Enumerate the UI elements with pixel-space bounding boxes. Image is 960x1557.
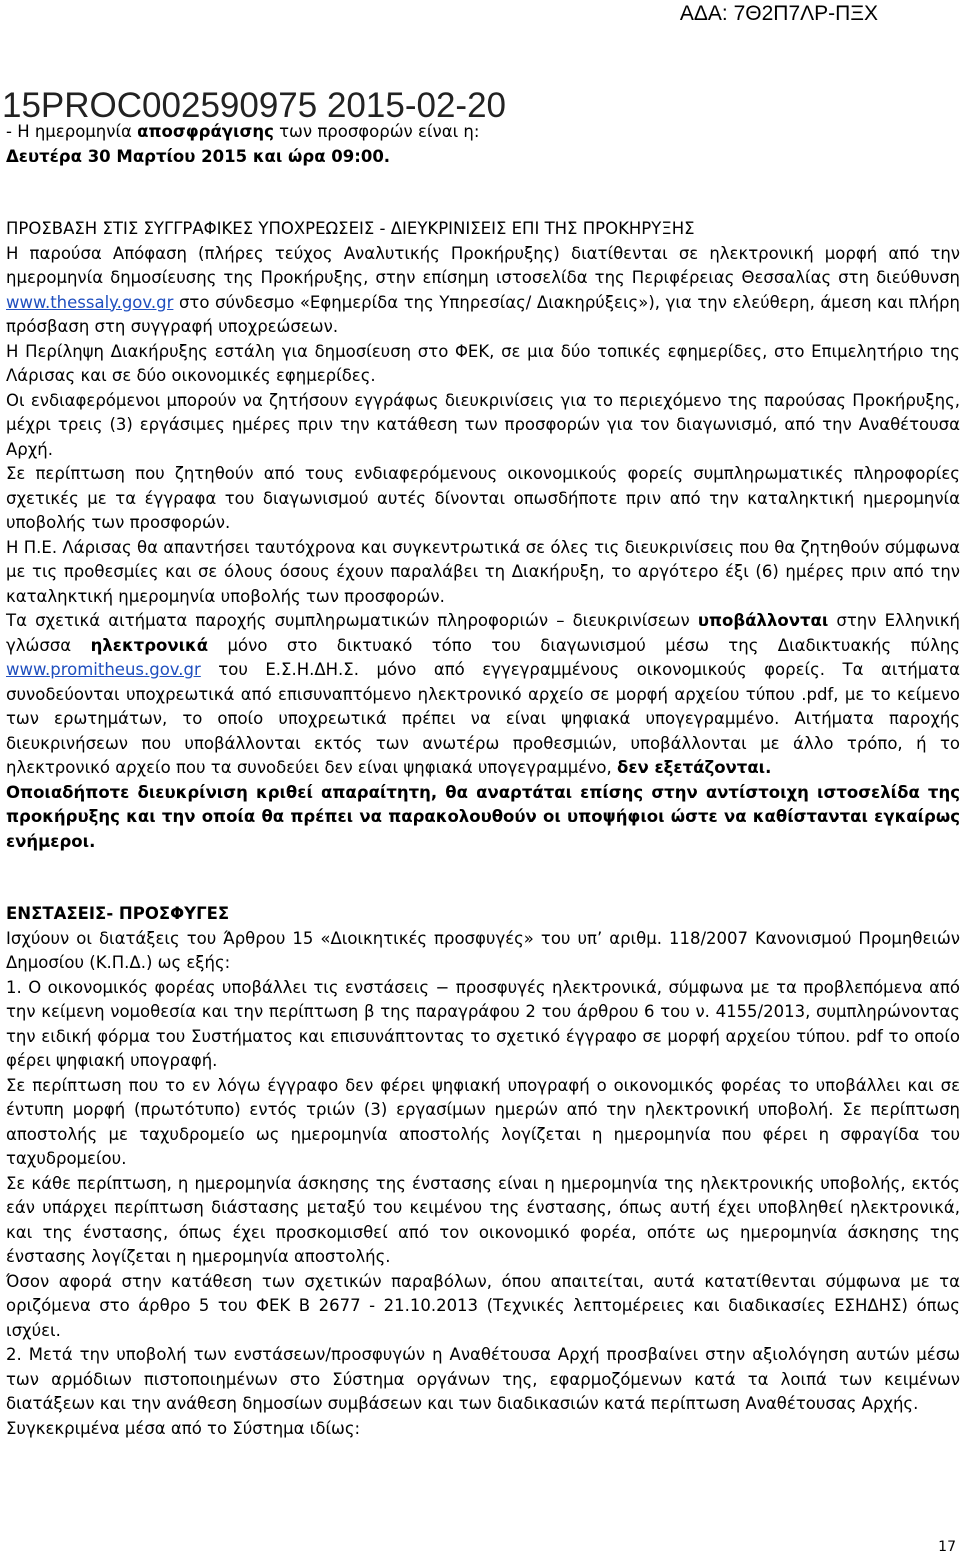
ada-code: ΑΔΑ: 7Θ2Π7ΛΡ-ΠΞΧ — [679, 2, 878, 25]
objections-paragraph-5: Όσον αφορά στην κατάθεση των σχετικών παραβόλων, όπου απαιτείται, αυτά κατατίθενται σύμφωνα με τα οριζόμενα στο άρθρο 5 του ΦΕΚ Β 2677 - 21.10.2013 (Τεχνικές λεπτομέρειες και διαδικασίες ΕΣΗΔΗΣ) όπως ισχύει. — [6, 1271, 960, 1340]
access-paragraph-2: Η Περίληψη Διακήρυξης εστάλη για δημοσίευση στο ΦΕΚ, σε μια δύο τοπικές εφημερίδες, στο Επιμελητήριο της Λάρισας και σε δύο οικονομικές εφημερίδες. — [6, 341, 960, 385]
objections-paragraph-2: 1. Ο οικονομικός φορέας υποβάλλει τις ενστάσεις − προσφυγές ηλεκτρονικά, σύμφωνα με τα προβλεπόμενα από την κείμενη νομοθεσία και την περίπτωση β της παραγράφου 2 του άρθρου 6 του ν. 4155/2013, συμπληρώνοντας την ειδική φόρμα του Συστήματος και επισυνάπτοντας το σχετικό έγγραφο σε μορφή αρχείου τύπου. pdf το οποίο φέρει ψηφιακή υπογραφή. — [6, 977, 960, 1070]
access-p1-text: Η παρούσα Απόφαση (πλήρες τεύχος Αναλυτικής Προκήρυξης) διατίθενται σε ηλεκτρονική μορφή από την ημερομηνία δημοσίευσης της Προκήρυξης, στην επίσημη ιστοσελίδα της Περιφέρειας Θεσσαλίας στη διεύθυνση — [6, 243, 960, 287]
objections-paragraph-3: Σε περίπτωση που το εν λόγω έγγραφο δεν φέρει ψηφιακή υπογραφή ο οικονομικός φορέας το υποβάλλει και σε έντυπη μορφή (πρωτότυπο) εντός τριών (3) εργασίμων ημερών από την ηλεκτρονική υποβολή. Σε περίπτωση αποστολής με ταχυδρομείο ως ημερομηνία αποστολής λογίζεται η ημερομηνία που φέρει η σφραγίδα του ταχυδρομείου. — [6, 1075, 960, 1168]
access-paragraph-1 — [6, 242, 960, 340]
access-p6-b: υποβάλλονται — [697, 611, 829, 630]
opening-date-value: Δευτέρα 30 Μαρτίου 2015 και ώρα 09:00. — [6, 146, 391, 166]
page-number: 17 — [938, 1539, 956, 1555]
promitheus-link[interactable]: www.promitheus.gov.gr — [6, 660, 201, 679]
document-body — [6, 120, 960, 1441]
access-paragraph-3: Οι ενδιαφερόμενοι μπορούν να ζητήσουν εγγράφως διευκρινίσεις για το περιεχόμενο της παρούσας Προκήρυξης, μέχρι τρεις (3) εργάσιμες ημέρες πριν την κατάθεση των προσφορών για τον διαγωνισμό, από την Αναθέτουσα Αρχή. — [6, 390, 960, 459]
access-p6-g: δεν εξετάζονται. — [616, 758, 772, 777]
access-paragraph-4: Σε περίπτωση που ζητηθούν από τους ενδιαφερόμενους οικονομικούς φορείς συμπληρωματικές πληροφορίες σχετικές με τα έγγραφα του διαγωνισμού αυτές δίνονται οπωσδήποτε πριν από την καταληκτική ημερομηνία υποβολής των προσφορών. — [6, 464, 960, 532]
objections-paragraph-7: Συγκεκριμένα μέσα από το Σύστημα ιδίως: — [6, 1418, 361, 1438]
thessaly-link[interactable]: www.thessaly.gov.gr — [6, 292, 174, 312]
access-p6-c: στην Ελληνική γλώσσα — [6, 611, 960, 655]
access-heading: ΠΡΟΣΒΑΣΗ ΣΤΙΣ ΣΥΓΓΡΑΦΙΚΕΣ ΥΠΟΧΡΕΩΣΕΙΣ - ΔΙΕΥΚΡΙΝΙΣΕΙΣ ΕΠΙ ΤΗΣ ΠΡΟΚΗΡΥΞΗΣ — [6, 219, 695, 238]
opening-date-text: - Η ημερομηνία — [6, 122, 138, 141]
objections-paragraph-4: Σε κάθε περίπτωση, η ημερομηνία άσκησης της ένστασης είναι η ημερομηνία της ηλεκτρονικής υποβολής, εκτός εάν υπάρχει περίπτωση διάστασης μεταξύ του κειμένου της ένστασης, όπως αυτή έχει υποβληθεί ηλεκτρονικά, και της ένστασης, όπως έχει προσκομισθεί από τον οικονομικό φορέα, οπότε ως ημερομηνία άσκησης της ένστασης λογίζεται η ημερομηνία αποστολής. — [6, 1173, 960, 1266]
access-p6-e: μόνο στο δικτυακό τόπο του διαγωνισμού μέσω της Διαδικτυακής πύλης — [208, 635, 960, 655]
access-paragraph-6 — [6, 609, 960, 781]
access-p6-f: του Ε.Σ.Η.ΔΗ.Σ. μόνο από εγγεγραμμένους οικονομικούς φορείς. Τα αιτήματα συνοδεύονται υποχρεωτικά από επισυναπτόμενο ηλεκτρονικό αρχείο σε μορφή αρχείου τύπου .pdf, με το κείμενο των ερωτημάτων, το οποίο υποχρεωτικά πρέπει να είναι ψηφιακά υπογεγραμμένο. Αιτήματα παροχής διευκρινήσεων που υποβάλλονται εκτός των ανωτέρω προθεσμιών, υποβάλλονται με άλλο τρόπο, ή το ηλεκτρονικό αρχείο που τα συνοδεύει δεν είναι ψηφιακά υπογεγραμμένο, — [6, 660, 960, 777]
opening-date-bold: αποσφράγισης — [137, 122, 274, 141]
objections-heading: ΕΝΣΤΑΣΕΙΣ- ΠΡΟΣΦΥΓΕΣ — [6, 904, 230, 923]
access-p1-text-end: στο σύνδεσμο «Εφημερίδα της Υπηρεσίας/ Διακηρύξεις»), για την ελεύθερη, άμεση και πλήρη πρόσβαση στη συγγραφή υποχρεώσεων. — [6, 292, 960, 336]
opening-date-text-end: των προσφορών είναι η: — [273, 122, 480, 141]
objections-paragraph-1: Ισχύουν οι διατάξεις του Άρθρου 15 «Διοικητικές προσφυγές» του υπ’ αριθμ. 118/2007 Κανονισμού Προμηθειών Δημοσίου (Κ.Π.Δ.) ως εξής: — [6, 928, 960, 972]
access-paragraph-5: Η Π.Ε. Λάρισας θα απαντήσει ταυτόχρονα και συγκεντρωτικά σε όλες τις διευκρινίσεις που θα ζητηθούν σύμφωνα με τις προθεσμίες και σε όλους όσους έχουν παραλάβει τη Διακήρυξη, το αργότερο έξι (6) ημέρες πριν από την καταληκτική ημερομηνία υποβολής των προσφορών. — [6, 537, 960, 606]
objections-paragraph-6: 2. Μετά την υποβολή των ενστάσεων/προσφυγών η Αναθέτουσα Αρχή προσβαίνει στην αξιολόγηση αυτών μέσω των αρμόδιων πιστοποιημένων στο Σύστημα οργάνων της, εφαρμοζόμενων κατά τα λοιπά των κειμένων διατάξεων και την ανάθεση δημοσίων συμβάσεων και των διαδικασιών κατά περίπτωση Αναθέτουσας Αρχής. — [6, 1345, 960, 1413]
opening-date-line — [6, 120, 960, 145]
access-p6-a: Τα σχετικά αιτήματα παροχής συμπληρωματικών πληροφοριών – διευκρινίσεων — [6, 611, 698, 630]
access-p6-d: ηλεκτρονικά — [90, 635, 209, 655]
procurement-stamp: 15PROC002590975 2015-02-20 — [2, 86, 506, 125]
access-paragraph-7: Οποιαδήποτε διευκρίνιση κριθεί απαραίτητη, θα αναρτάται επίσης στην αντίστοιχη ιστοσελίδα της προκήρυξης και την οποία θα πρέπει να παρακολουθούν οι υποψήφιοι ώστε να καθίστανται εγκαίρως ενήμεροι. — [6, 782, 960, 851]
